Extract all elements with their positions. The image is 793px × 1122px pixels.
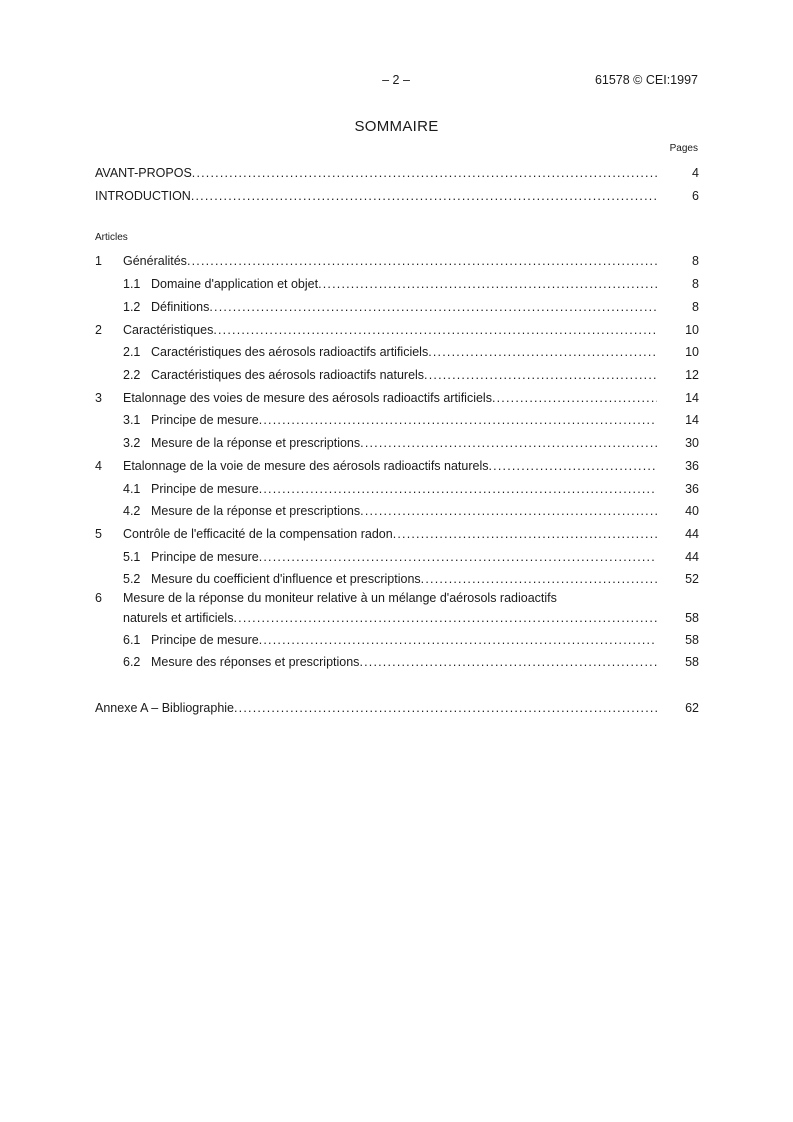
toc-entry-title: INTRODUCTION (95, 189, 191, 203)
toc-entry-page: 40 (685, 504, 699, 518)
page-number: – 2 – (382, 73, 410, 87)
section-number: 3 (95, 391, 102, 405)
toc-entry-title: Mesure de la réponse et prescriptions (151, 504, 361, 518)
toc-entry-title: Caractéristiques des aérosols radioactifs artificiels (151, 345, 429, 359)
toc-entry-title-line1: Mesure de la réponse du moniteur relative à un mélange d'aérosols radioactifs (123, 591, 557, 605)
toc-entry-title: Etalonnage de la voie de mesure des aérosols radioactifs naturels (123, 459, 489, 473)
section-number: 2 (95, 323, 102, 337)
section-number: 2.2 (123, 368, 141, 382)
toc-entry-title: Définitions (151, 300, 210, 314)
toc-entry-title: Mesure des réponses et prescriptions (151, 655, 360, 669)
document-reference: 61578 © CEI:1997 (594, 73, 698, 87)
section-number: 3.2 (123, 436, 141, 450)
leader-dots (492, 391, 657, 405)
articles-label: Articles (95, 232, 128, 243)
leader-dots (192, 166, 657, 180)
toc-entry-page: 10 (685, 345, 699, 359)
section-number: 1.1 (123, 277, 141, 291)
toc-entry-page: 58 (685, 611, 699, 625)
toc-entry-3[interactable] (95, 387, 699, 405)
toc-entry-title: Domaine d'application et objet (151, 277, 319, 291)
leader-dots (234, 701, 657, 715)
section-number: 4 (95, 459, 102, 473)
leader-dots (360, 436, 657, 450)
toc-entry-title: Mesure de la réponse et prescriptions (151, 436, 361, 450)
leader-dots (393, 527, 657, 541)
toc-entry-page: 44 (685, 550, 699, 564)
toc-entry-1-2[interactable] (95, 296, 699, 314)
section-number: 6 (95, 591, 102, 605)
section-number: 4.1 (123, 482, 141, 496)
leader-dots (489, 459, 658, 473)
toc-entry-5-2[interactable] (95, 568, 699, 586)
toc-entry-page: 30 (685, 436, 699, 450)
leader-dots (191, 189, 657, 203)
toc-entry-page: 52 (685, 572, 699, 586)
toc-entry-page: 10 (685, 323, 699, 337)
toc-entry-page: 62 (685, 701, 699, 715)
toc-entry-title-line2: naturels et artificiels (123, 611, 234, 625)
leader-dots (259, 413, 657, 427)
toc-entry-introduction[interactable] (95, 185, 699, 203)
toc-entry-page: 8 (692, 300, 699, 314)
toc-entry-title: Généralités (123, 254, 187, 268)
section-number: 1.2 (123, 300, 141, 314)
leader-dots (359, 655, 657, 669)
toc-entry-page: 12 (685, 368, 699, 382)
section-number: 6.2 (123, 655, 141, 669)
toc-entry-4[interactable] (95, 455, 699, 473)
toc-entry-title: Mesure du coefficient d'influence et prescriptions (151, 572, 421, 586)
leader-dots (428, 345, 657, 359)
toc-entry-title: Caractéristiques des aérosols radioactifs naturels (151, 368, 425, 382)
toc-entry-4-2[interactable] (95, 500, 699, 518)
toc-entry-title: Etalonnage des voies de mesure des aérosols radioactifs artificiels (123, 391, 492, 405)
toc-entry-page: 36 (685, 482, 699, 496)
toc-entry-page: 8 (692, 254, 699, 268)
section-number: 5.1 (123, 550, 141, 564)
toc-entry-6-2[interactable] (95, 651, 699, 669)
section-number: 2.1 (123, 345, 141, 359)
toc-entry-4-1[interactable] (95, 478, 699, 496)
toc-entry-title: AVANT-PROPOS (95, 166, 192, 180)
section-number: 4.2 (123, 504, 141, 518)
leader-dots (259, 482, 657, 496)
toc-entry-page: 14 (685, 413, 699, 427)
leader-dots (360, 504, 657, 518)
toc-entry-2[interactable] (95, 319, 699, 337)
leader-dots (421, 572, 657, 586)
toc-entry-3-2[interactable] (95, 432, 699, 450)
toc-entry-5[interactable] (95, 523, 699, 541)
section-number: 6.1 (123, 633, 141, 647)
toc-entry-6-1[interactable] (95, 629, 699, 647)
toc-entry-3-1[interactable] (95, 409, 699, 427)
toc-entry-1[interactable] (95, 250, 699, 268)
toc-entry-title: Caractéristiques (123, 323, 214, 337)
toc-entry-page: 4 (692, 166, 699, 180)
leader-dots (318, 277, 657, 291)
toc-entry-page: 44 (685, 527, 699, 541)
toc-entry-avant-propos[interactable] (95, 162, 699, 180)
toc-entry-5-1[interactable] (95, 546, 699, 564)
toc-entry-page: 14 (685, 391, 699, 405)
toc-entry-1-1[interactable] (95, 273, 699, 291)
leader-dots (187, 254, 657, 268)
toc-entry-2-2[interactable] (95, 364, 699, 382)
toc-entry-title: Principe de mesure (151, 550, 259, 564)
toc-entry-title: Principe de mesure (151, 633, 259, 647)
toc-entry-page: 58 (685, 633, 699, 647)
page-title: SOMMAIRE (354, 118, 439, 135)
section-number: 5 (95, 527, 102, 541)
leader-dots (259, 633, 657, 647)
toc-entry-page: 8 (692, 277, 699, 291)
toc-entry-page: 6 (692, 189, 699, 203)
leader-dots (233, 611, 657, 625)
leader-dots (209, 300, 657, 314)
toc-entry-title: Principe de mesure (151, 482, 259, 496)
leader-dots (259, 550, 657, 564)
leader-dots (424, 368, 657, 382)
section-number: 5.2 (123, 572, 141, 586)
pages-column-label: Pages (669, 143, 698, 154)
toc-entry-title: Principe de mesure (151, 413, 259, 427)
toc-entry-title: Contrôle de l'efficacité de la compensation radon (123, 527, 393, 541)
toc-entry-annex-a[interactable] (95, 697, 699, 715)
toc-entry-2-1[interactable] (95, 341, 699, 359)
section-number: 3.1 (123, 413, 141, 427)
toc-entry-6[interactable] (95, 591, 699, 627)
section-number: 1 (95, 254, 102, 268)
toc-entry-page: 58 (685, 655, 699, 669)
toc-entry-page: 36 (685, 459, 699, 473)
leader-dots (213, 323, 657, 337)
toc-entry-title: Annexe A – Bibliographie (95, 701, 234, 715)
